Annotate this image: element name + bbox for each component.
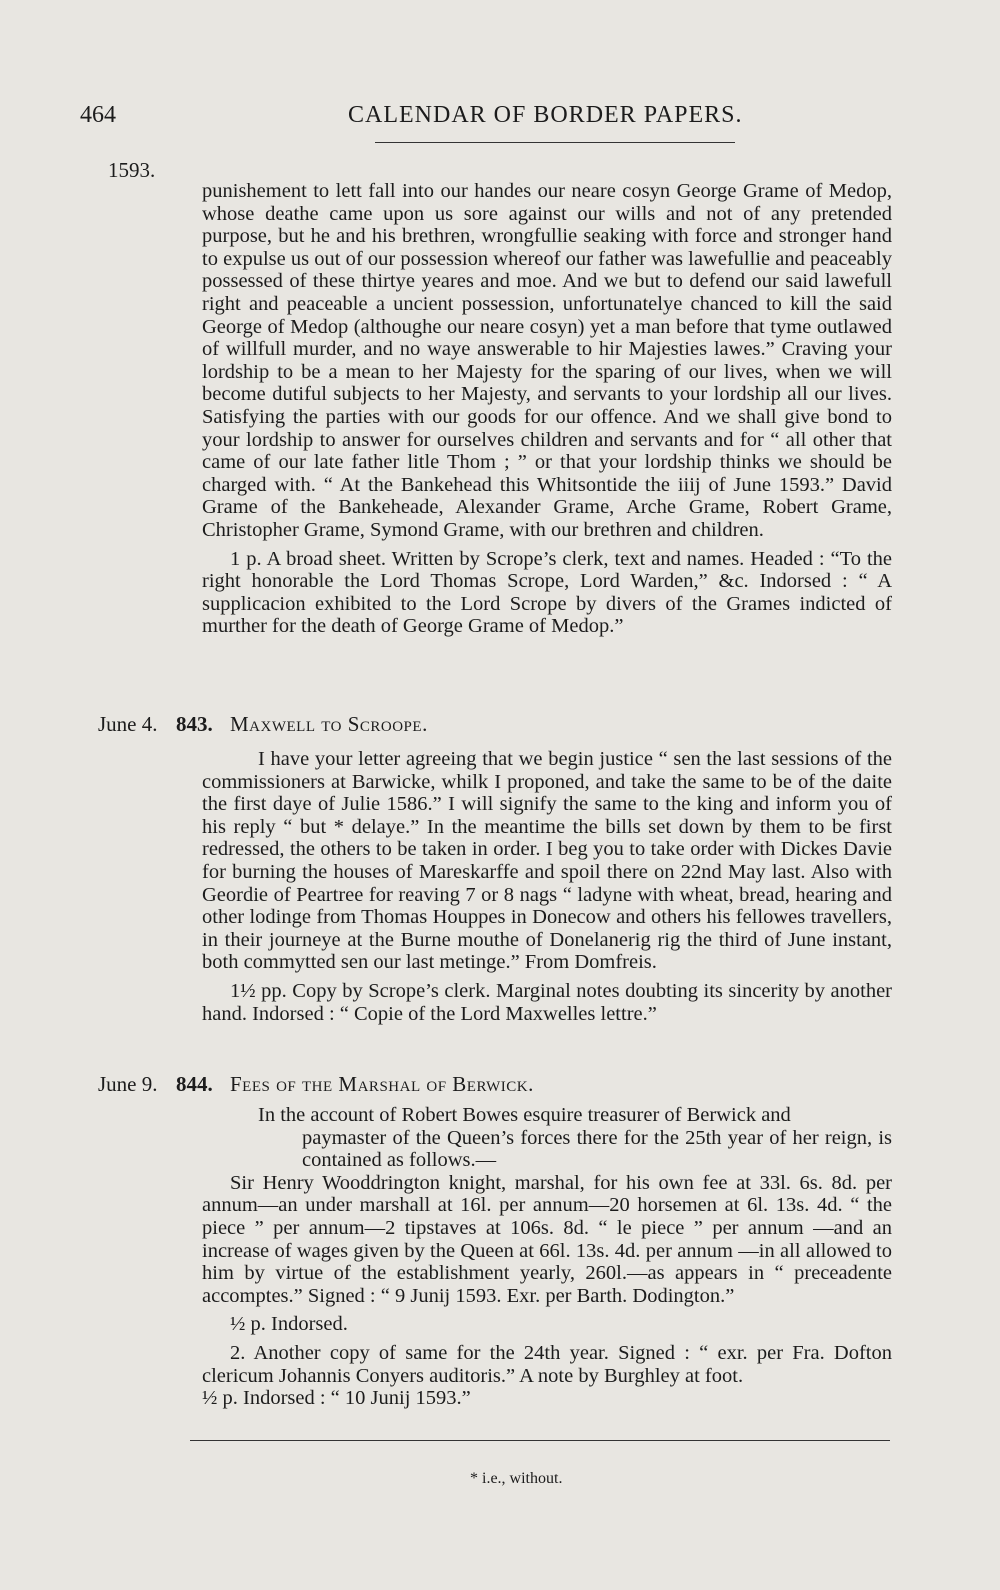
- entry-844-note-2: ½ p. Indorsed : “ 10 Junij 1593.”: [202, 1387, 471, 1410]
- entry-844-account-line: In the account of Robert Bowes esquire treasurer of Berwick and: [258, 1104, 791, 1126]
- running-title: CALENDAR OF BORDER PAPERS.: [348, 102, 743, 128]
- margin-year: 1593.: [108, 158, 156, 182]
- page-number: 464: [80, 102, 116, 128]
- entry-844-note-1: ½ p. Indorsed.: [230, 1313, 348, 1336]
- footnote: * i.e., without.: [470, 1470, 563, 1487]
- entry-844-title: Fees of the Marshal of Berwick.: [230, 1072, 534, 1096]
- margin-date-843: June 4.: [98, 712, 158, 736]
- entry-843-heading: [176, 712, 428, 737]
- entry-844-copy: 2. Another copy of same for the 24th year. Signed : “ exr. per Fra. Dofton clericum Johannis Conyers auditoris.” A note by Burghley at foot.: [202, 1341, 892, 1387]
- entry-843-paragraph: I have your letter agreeing that we begin justice “ sen the last sessions of the commissioners at Barwicke, whilk I proponed, and take the same to be of the daite the first daye of Julie 1586.” I will signify the same to the king and inform you of his reply “ but * delaye.” In the meantime the bills set down by them to be first redressed, the others to be taken in order. I beg you to take order with Dickes Davie for burning the houses of Mareskarffe and spoil there on 22nd May last. Also with Geordie of Peartree for reaving 7 or 8 nags “ ladyne with wheat, bread, hearing and other lodinge from Thomas Houppes in Donecow and others his fellowes travellers, in their journeye at the Burne mouthe of Donelanerig rig the third of June instant, both commytted sen our last metinge.” From Domfreis.: [202, 748, 892, 974]
- entry-842-paragraph: punishement to lett fall into our handes our neare cosyn George Grame of Medop, whose deathe came upon us sore against our wills and not of any pretended purpose, but he and his brethren, wrongfullie seaking with force and stronger hand to expulse us out of our possession whereof our father was lawefullie and peaceably possessed of these thirtye yeares and moe. And we but to defend our said lawefull right and peaceable a uncient possession, unfortunatelye chanced to kill the said George of Medop (althoughe our neare cosyn) yet a man before that tyme outlawed of willfull murder, and no waye answerable to hir Majesties lawes.” Craving your lordship to be a mean to her Majesty for the sparing of our lives, when we will become dutiful subjects to her Majesty, and servants to your lordship all our lives. Satisfying the parties with our goods for our offence. And we shall give bond to your lordship to answer for ourselves children and servants and for “ all other that came of our late father litle Thom ; ” or that your lordship thinks we should be charged with. “ At the Bankehead this Whitsontide the iiij of June 1593.” David Grame of the Bankeheade, Alexander Grame, Arche Grame, Robert Grame, Christopher Grame, Symond Grame, with our brethren and children.: [202, 180, 892, 541]
- entry-844-paragraph: Sir Henry Wooddrington knight, marshal, for his own fee at 33l. 6s. 8d. per annum—an under marshall at 16l. per annum—20 horsemen at 6l. 13s. 4d. “ the piece ” per annum—2 tipstaves at 106s. 8d. “ le piece ” per annum —and an increase of wages given by the Queen at 66l. 13s. 4d. per annum —in all allowed to him by virtue of the establishment yearly, 260l.—as appears in “ preceadente accomptes.” Signed : “ 9 Junij 1593. Exr. per Barth. Dodington.”: [202, 1171, 892, 1307]
- margin-date-844: June 9.: [98, 1072, 158, 1096]
- entry-844-heading: [176, 1072, 534, 1097]
- entry-844-body: [202, 1104, 892, 1410]
- entry-843-title: Maxwell to Scroope.: [230, 712, 428, 736]
- entry-842-note: 1 p. A broad sheet. Written by Scrope’s clerk, text and names. Headed : “To the right honorable the Lord Thomas Scrope, Lord Warden,” &c. Indorsed : “ A supplicacion exhibited to the Lord Scrope by divers of the Grames indicted of murther for the death of George Grame of Medop.”: [202, 547, 892, 638]
- header-rule: [375, 142, 735, 143]
- entry-842-continuation: [202, 180, 892, 638]
- page-header: [0, 100, 1000, 140]
- entry-843-body: [202, 748, 892, 1025]
- entry-843-note: 1½ pp. Copy by Scrope’s clerk. Marginal notes doubting its sincerity by another hand. Indorsed : “ Copie of the Lord Maxwelles lettre.”: [202, 979, 892, 1025]
- entry-844-account-cont: paymaster of the Queen’s forces there for the 25th year of her reign, is contained as follows.—: [302, 1126, 892, 1172]
- entry-844-number: 844.: [176, 1072, 213, 1096]
- entry-843-number: 843.: [176, 712, 213, 736]
- footnote-rule: [190, 1440, 890, 1441]
